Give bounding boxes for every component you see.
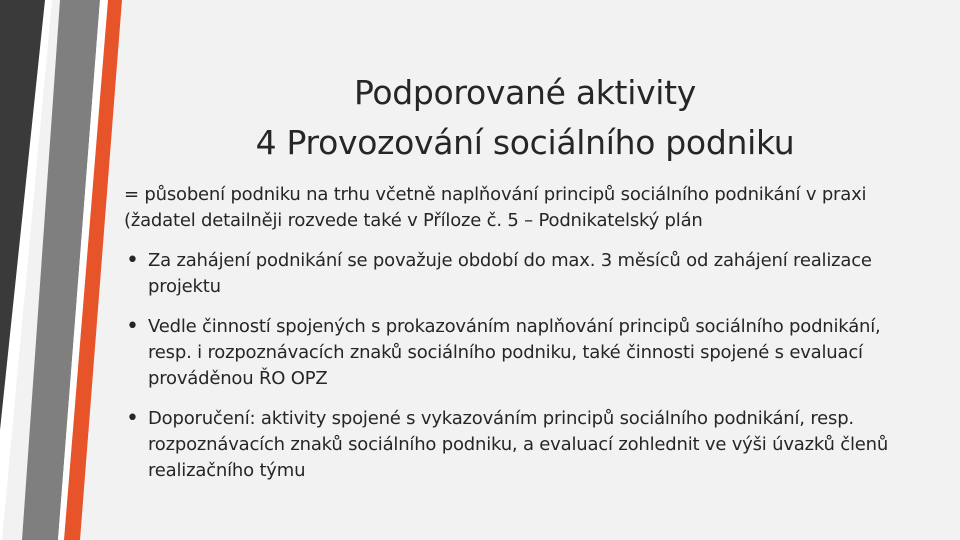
bullet-item <box>124 406 904 484</box>
slide-title <box>150 68 900 168</box>
title-line-1: Podporované aktivity <box>353 73 697 112</box>
bullet-icon: • <box>126 314 139 339</box>
bullet-icon: • <box>126 406 139 431</box>
slide-body <box>124 182 904 484</box>
title-line-2: 4 Provozování sociálního podniku <box>255 123 795 162</box>
bullet-text: Za zahájení podnikání se považuje období do max. 3 měsíců od zahájení realizace projektu <box>148 250 872 297</box>
bullet-text: Vedle činností spojených s prokazováním naplňování principů sociálního podnikání, resp. i rozpoznávacích znaků sociálního podniku, také činnosti spojené s evaluací prováděnou ŘO OPZ <box>148 316 881 389</box>
intro-text: = působení podniku na trhu včetně naplňování principů sociálního podnikání v praxi (žadatel detailněji rozvede také v Příloze č. 5 – Podnikatelský plán <box>124 184 867 231</box>
bullet-icon: • <box>126 248 139 273</box>
decorative-stripes <box>0 0 140 540</box>
bullet-text: Doporučení: aktivity spojené s vykazováním principů sociálního podnikání, resp. rozpoznávacích znaků sociálního podniku, a evaluací zohlednit ve výši úvazků členů realizačního týmu <box>148 408 889 481</box>
bullet-item <box>124 314 904 392</box>
bullet-item <box>124 248 904 300</box>
